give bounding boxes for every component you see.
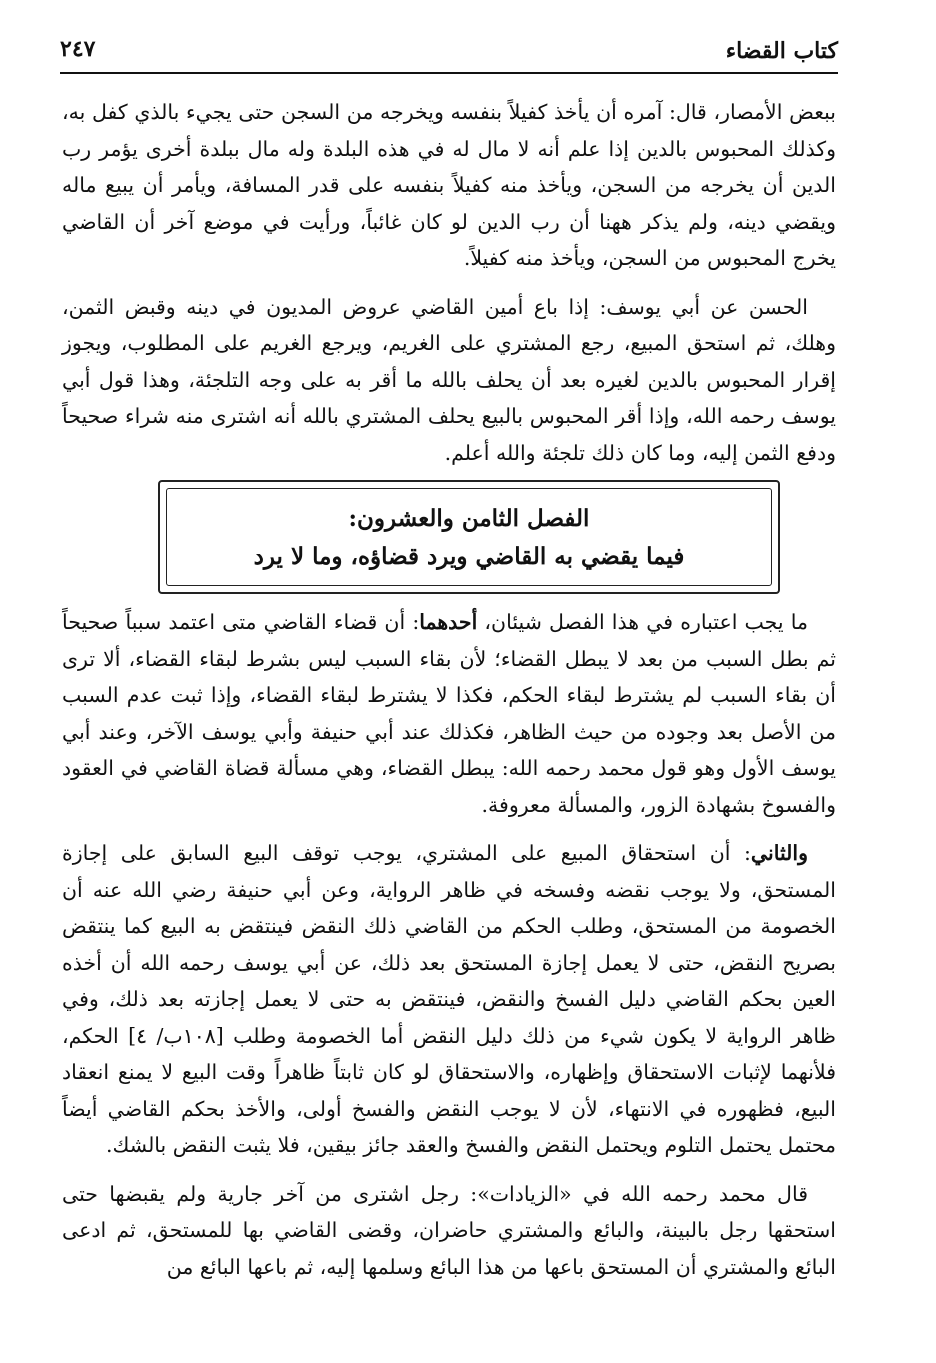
chapter-heading-frame xyxy=(158,480,780,594)
paragraph-hasan: الحسن عن أبي يوسف: إذا باع أمين القاضي عروض المديون في دينه وقبض الثمن، وهلك، ثم استحق المبيع، رجع المشتري على الغريم، ويرجع الغريم على المطلوب، ويجوز إقرار المحبوس بالدين لغيره بعد أن يحلف بالله ما أقر به على وجه التلجئة، وهذا قول أبي يوسف رحمه الله، وإذا أقر المحبوس بالبيع يحلف المشتري بالله أنه اشترى منه شراء صحيحاً ودفع الثمن إليه، وما كان ذلك تلجئة والله أعلم. xyxy=(62,294,836,465)
paragraph-second-point xyxy=(62,835,836,1164)
header-rule xyxy=(60,72,838,74)
text-block-bottom xyxy=(62,604,836,1285)
paragraph-ziyadat: قال محمد رحمه الله في «الزيادات»: رجل اشترى من آخر جارية ولم يقبضها حتى استحقها رجل بالبينة، والبائع والمشتري حاضران، وقضى القاضي بها للمستحق، ثم ادعى البائع والمشتري أن المستحق باعها من هذا البائع وسلمها إليه، ثم باعها البائع من xyxy=(62,1181,836,1279)
paragraph-first-point xyxy=(62,604,836,823)
para3-rest: : أن قضاء القاضي متى اعتمد سبباً صحيحاً ثم بطل السبب من بعد لا يبطل القضاء؛ لأن بقاء السبب ليس بشرط لبقاء القضاء، ألا ترى أن بقاء السبب لم يشترط لبقاء الحكم، فكذا لا يشترط لبقاء القضاء، وإذا ثبت عدم السبب من الأصل بعد وجوده من حيث الظاهر، فكذلك عند أبي حنيفة وأبي يوسف الآخر، وعند أبي يوسف الأول وهو قول محمد رحمه الله: يبطل القضاء، وهي مسألة قضاة القاضي في العقود والفسوخ بشهادة الزور، والمسألة معروفة. xyxy=(62,610,836,817)
para3-keyword: أحدهما xyxy=(419,610,478,634)
running-header xyxy=(60,28,838,72)
chapter-title-line1: الفصل الثامن والعشرون: xyxy=(348,505,590,532)
page-number: ٢٤٧ xyxy=(60,36,96,62)
text-block-top xyxy=(62,94,836,471)
para4-rest: : أن استحقاق المبيع على المشتري، يوجب توقف البيع السابق على إجازة المستحق، ولا يوجب نقضه وفسخه في ظاهر الرواية، وعن أبي حنيفة رضي الله عنه أن الخصومة من المستحق، وطلب الحكم من القاضي ذلك النقض فينتقض به البيع كما ينتقض بصريح النقض، حتى لا يعمل إجازة المستحق بعد ذلك، عن أبي يوسف رحمه الله أن أخذه العين بحكم القاضي دليل الفسخ والنقض، فينتقض به حتى لا يعمل إجازته بعد ذلك، وفي ظاهر الرواية لا يكون شيء من ذلك دليل النقض أما الخصومة وطلب [١٠٨ب/ ٤] الحكم، فلأنهما لإثبات الاستحقاق وإظهاره، والاستحقاق لو كان ثابتاً ظاهراً وقت البيع لا يمنع انعقاد البيع، فظهوره في الانتهاء، لأن لا يوجب النقض والفسخ أولى، والأخذ بحكم القاضي أيضاً محتمل يحتمل التلوم ويحتمل النقض والفسخ والعقد جائز بيقين، فلا يثبت النقض بالشك. xyxy=(62,841,836,1157)
chapter-title-line2: فيما يقضي به القاضي ويرد قضاؤه، وما لا يرد xyxy=(253,543,685,570)
para4-keyword: والثاني xyxy=(750,841,808,865)
paragraph-continuation: ببعض الأمصار، قال: آمره أن يأخذ كفيلاً بنفسه ويخرجه من السجن حتى يجيء بالذي كفل به، وكذلك المحبوس بالدين إذا علم أنه لا مال له في هذه البلدة وله مال ببلدة أخرى يؤمر رب الدين أن يخرجه من السجن، ويأخذ منه كفيلاً بنفسه على قدر المسافة، ويأمر أن يبيع ماله ويقضي دينه، ولم يذكر ههنا أن رب الدين لو كان غائباً، ورأيت في موضع آخر أن القاضي يخرج المحبوس من السجن، ويأخذ منه كفيلاً. xyxy=(62,100,836,270)
para3-intro: ما يجب اعتباره في هذا الفصل شيئان، xyxy=(477,610,808,634)
book-title: كتاب القضاء xyxy=(725,38,838,64)
